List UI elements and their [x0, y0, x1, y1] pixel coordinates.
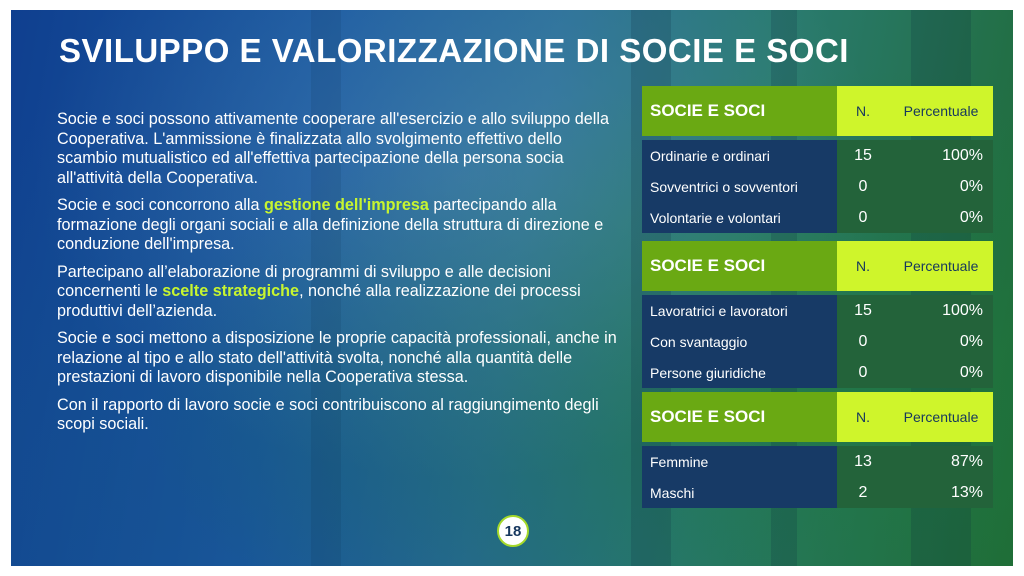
- table-genere-soci: [642, 392, 993, 508]
- row-label: Volontarie e volontari: [642, 202, 837, 233]
- row-n: 0: [837, 357, 889, 388]
- header-percentuale: Percentuale: [889, 241, 993, 291]
- table-tipologie-soci: [642, 241, 993, 388]
- row-label: Persone giuridiche: [642, 357, 837, 388]
- paragraph-2-text: Socie e soci concorrono alla: [57, 196, 264, 214]
- row-n: 0: [837, 202, 889, 233]
- highlight-gestione: gestione dell'impresa: [263, 196, 429, 214]
- table-header: [642, 392, 993, 442]
- body-text: [57, 110, 617, 443]
- table-row: [642, 140, 993, 171]
- row-label: Ordinarie e ordinari: [642, 140, 837, 171]
- table-row: [642, 171, 993, 202]
- header-label: SOCIE E SOCI: [642, 241, 837, 291]
- row-pct: 100%: [889, 140, 993, 171]
- table-categorie-soci: [642, 86, 993, 233]
- paragraph-3: [57, 263, 617, 322]
- table-header: [642, 241, 993, 291]
- row-pct: 0%: [889, 357, 993, 388]
- row-n: 2: [837, 477, 889, 508]
- row-pct: 100%: [889, 295, 993, 326]
- slide: [11, 10, 1013, 566]
- row-n: 0: [837, 171, 889, 202]
- row-n: 0: [837, 326, 889, 357]
- row-pct: 0%: [889, 202, 993, 233]
- highlight-scelte: scelte strategiche: [162, 282, 300, 300]
- row-n: 13: [837, 446, 889, 477]
- row-label: Femmine: [642, 446, 837, 477]
- row-pct: 13%: [889, 477, 993, 508]
- header-label: SOCIE E SOCI: [642, 392, 837, 442]
- header-n: N.: [837, 392, 889, 442]
- row-n: 15: [837, 295, 889, 326]
- row-pct: 87%: [889, 446, 993, 477]
- slide-title: SVILUPPO E VALORIZZAZIONE DI SOCIE E SOCI: [59, 32, 849, 69]
- table-row: [642, 477, 993, 508]
- table-row: [642, 446, 993, 477]
- row-label: Con svantaggio: [642, 326, 837, 357]
- paragraph-5: Con il rapporto di lavoro socie e soci contribuiscono al raggiungimento degli scopi sociali.: [57, 395, 599, 433]
- row-label: Lavoratrici e lavoratori: [642, 295, 837, 326]
- row-n: 15: [837, 140, 889, 171]
- paragraph-1: Socie e soci possono attivamente cooperare all'esercizio e allo sviluppo della Cooperativa. L'ammissione è finalizzata allo svolgimento effettivo dello scambio mutualistico ed all'effettiva partecipazione della persona socia all'attività della Cooperativa.: [57, 110, 609, 187]
- table-row: [642, 202, 993, 233]
- row-pct: 0%: [889, 326, 993, 357]
- header-label: SOCIE E SOCI: [642, 86, 837, 136]
- row-pct: 0%: [889, 171, 993, 202]
- paragraph-4: Socie e soci mettono a disposizione le proprie capacità professionali, anche in relazione al tipo e allo stato dell'attività svolta, nonché alla quantità delle prestazioni di lavoro disponibile nella Cooperativa stessa.: [57, 329, 617, 386]
- paragraph-3-text-end: , nonché alla realizzazione dei processi produttivi dell’azienda.: [57, 282, 581, 320]
- table-row: [642, 326, 993, 357]
- paragraph-2-text-end: partecipando alla formazione degli organi sociali e alla definizione della struttura di direzione e conduzione dell'impresa.: [57, 196, 604, 253]
- page-number-badge: 18: [497, 515, 529, 547]
- header-n: N.: [837, 86, 889, 136]
- paragraph-2: [57, 196, 617, 255]
- paragraph-3-text: Partecipano all’elaborazione di programmi di sviluppo e alle decisioni concernenti le: [57, 262, 551, 300]
- table-row: [642, 357, 993, 388]
- header-percentuale: Percentuale: [889, 86, 993, 136]
- row-label: Maschi: [642, 477, 837, 508]
- header-n: N.: [837, 241, 889, 291]
- table-header: [642, 86, 993, 136]
- table-row: [642, 295, 993, 326]
- header-percentuale: Percentuale: [889, 392, 993, 442]
- row-label: Sovventrici o sovventori: [642, 171, 837, 202]
